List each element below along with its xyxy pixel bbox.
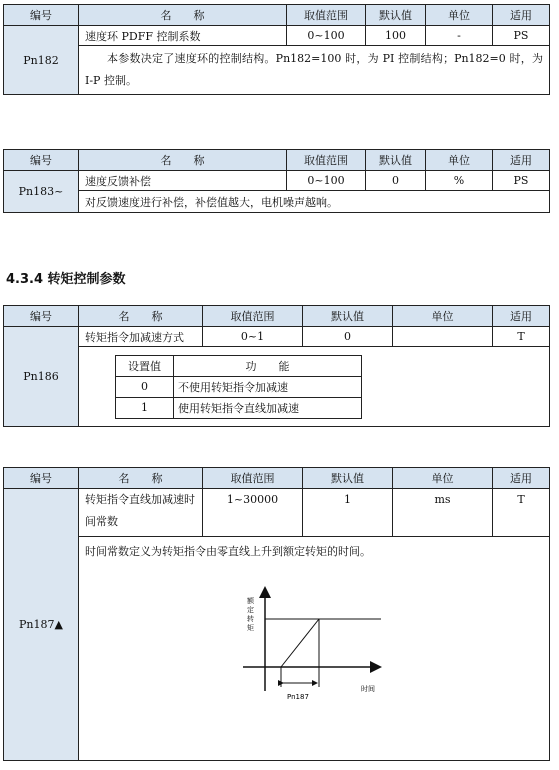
header-code: 编号	[4, 5, 79, 26]
header-code: 编号	[4, 306, 79, 327]
param-range: 0~100	[287, 26, 366, 46]
function-cell	[79, 347, 550, 427]
param-unit	[393, 327, 493, 347]
param-table-pn187	[3, 467, 550, 761]
y-axis-label: 矩	[247, 624, 254, 632]
option-value: 1	[116, 397, 174, 418]
param-unit: -	[426, 26, 493, 46]
param-range: 0~1	[203, 327, 303, 347]
header-name: 名 称	[79, 150, 287, 171]
x-axis-label: 时间	[361, 685, 375, 693]
y-axis-label: 额	[247, 597, 254, 605]
header-range: 取值范围	[287, 5, 366, 26]
param-unit: %	[426, 171, 493, 191]
header-unit: 单位	[393, 468, 493, 489]
param-table-pn183	[3, 149, 550, 213]
param-table-pn182	[3, 4, 550, 95]
option-function: 使用转矩指令直线加减速	[174, 397, 362, 418]
param-apply: PS	[493, 171, 550, 191]
param-range: 1~30000	[203, 489, 303, 537]
header-range: 取值范围	[203, 468, 303, 489]
param-name: 转矩指令加减速方式	[79, 327, 203, 347]
param-code: Pn186	[4, 327, 79, 427]
y-axis-label: 定	[247, 606, 254, 614]
param-code: Pn182	[4, 26, 79, 95]
header-default: 默认值	[303, 306, 393, 327]
param-description: 本参数决定了速度环的控制结构。Pn182=100 时，为 PI 控制结构；Pn182=0 时，为 I-P 控制。	[79, 46, 550, 95]
sub-header-value: 设置值	[116, 355, 174, 376]
header-default: 默认值	[303, 468, 393, 489]
param-name: 转矩指令直线加减速时间常数	[79, 489, 203, 537]
param-name: 速度环 PDFF 控制系数	[79, 26, 287, 46]
description-cell	[79, 537, 550, 761]
header-name: 名 称	[79, 468, 203, 489]
header-apply: 适用	[493, 150, 550, 171]
param-name: 速度反馈补偿	[79, 171, 287, 191]
param-default: 0	[303, 327, 393, 347]
param-apply: T	[493, 489, 550, 537]
param-apply: T	[493, 327, 550, 347]
ramp-diagram	[229, 579, 429, 709]
ramp-line	[281, 619, 319, 667]
header-default: 默认值	[366, 150, 426, 171]
param-range: 0~100	[287, 171, 366, 191]
param-code: Pn183~	[4, 171, 79, 213]
param-apply: PS	[493, 26, 550, 46]
header-code: 编号	[4, 150, 79, 171]
header-name: 名 称	[79, 306, 203, 327]
param-description: 时间常数定义为转矩指令由零直线上升到额定转矩的时间。	[85, 545, 371, 558]
header-unit: 单位	[393, 306, 493, 327]
option-function: 不使用转矩指令加减速	[174, 376, 362, 397]
header-code: 编号	[4, 468, 79, 489]
header-default: 默认值	[366, 5, 426, 26]
header-apply: 适用	[493, 468, 550, 489]
pn187-marker-label: Pn187	[287, 693, 309, 701]
param-description: 对反馈速度进行补偿，补偿值越大，电机噪声越响。	[79, 191, 550, 213]
param-table-pn186	[3, 305, 550, 427]
option-value: 0	[116, 376, 174, 397]
header-apply: 适用	[493, 306, 550, 327]
sub-header-function: 功 能	[174, 355, 362, 376]
section-title: 4.3.4 转矩控制参数	[6, 272, 126, 287]
param-default: 1	[303, 489, 393, 537]
header-unit: 单位	[426, 5, 493, 26]
param-default: 0	[366, 171, 426, 191]
header-name: 名 称	[79, 5, 287, 26]
param-default: 100	[366, 26, 426, 46]
param-code: Pn187▲	[4, 489, 79, 761]
header-unit: 单位	[426, 150, 493, 171]
param-unit: ms	[393, 489, 493, 537]
function-table	[115, 355, 362, 419]
header-apply: 适用	[493, 5, 550, 26]
y-axis-label: 转	[247, 615, 254, 623]
header-range: 取值范围	[203, 306, 303, 327]
header-range: 取值范围	[287, 150, 366, 171]
